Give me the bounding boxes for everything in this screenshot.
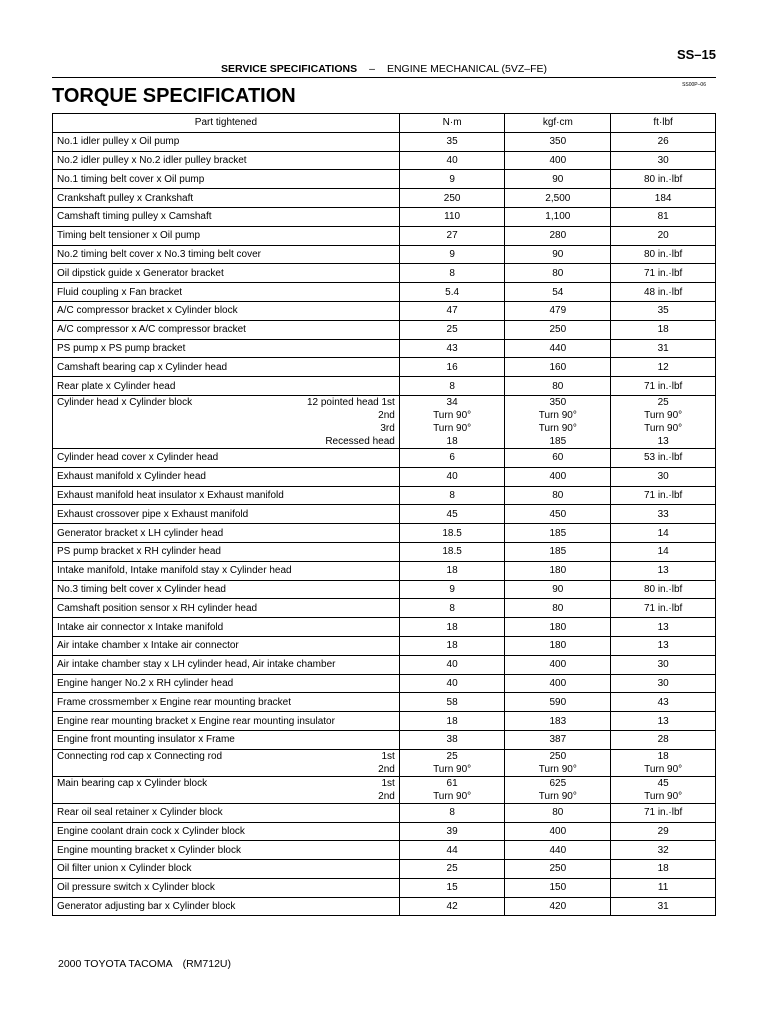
part-cell: Oil dipstick guide x Generator bracket xyxy=(53,264,400,283)
table-row xyxy=(53,897,716,916)
value: Turn 90° xyxy=(644,409,683,421)
ftlbf-cell: 13 xyxy=(611,618,716,637)
nm-cell xyxy=(399,749,505,776)
kgfcm-cell: 400 xyxy=(505,151,611,170)
kgfcm-cell: 400 xyxy=(505,674,611,693)
ftlbf-cell: 28 xyxy=(611,730,716,749)
part-cell: Engine coolant drain cock x Cylinder block xyxy=(53,822,400,841)
nm-cell: 8 xyxy=(399,264,505,283)
table-row xyxy=(53,226,716,245)
part-cell xyxy=(53,395,400,448)
header-rule xyxy=(52,77,716,78)
kgfcm-cell: 590 xyxy=(505,693,611,712)
step-label: 2nd xyxy=(378,790,395,802)
part-name: Connecting rod cap x Connecting rod xyxy=(57,750,223,762)
value: 34 xyxy=(446,396,458,408)
part-cell: Crankshaft pulley x Crankshaft xyxy=(53,189,400,208)
part-cell: No.1 timing belt cover x Oil pump xyxy=(53,170,400,189)
nm-cell: 8 xyxy=(399,599,505,618)
part-cell: No.2 timing belt cover x No.3 timing belt cover xyxy=(53,245,400,264)
table-row xyxy=(53,320,716,339)
ftlbf-cell xyxy=(611,749,716,776)
part-cell: Camshaft timing pulley x Camshaft xyxy=(53,207,400,226)
footer-reference: (RM712U) xyxy=(182,958,232,970)
part-cell: Oil filter union x Cylinder block xyxy=(53,860,400,879)
part-cell: Timing belt tensioner x Oil pump xyxy=(53,226,400,245)
value: 350 xyxy=(549,396,567,408)
part-cell: Exhaust manifold heat insulator x Exhaust manifold xyxy=(53,486,400,505)
table-body-section-1 xyxy=(53,132,716,395)
kgfcm-cell: 90 xyxy=(505,170,611,189)
ftlbf-cell: 71 in.·lbf xyxy=(611,486,716,505)
kgfcm-cell xyxy=(505,395,611,448)
table-row xyxy=(53,841,716,860)
table-row xyxy=(53,448,716,467)
step-label: Recessed head xyxy=(325,435,395,447)
kgfcm-cell: 80 xyxy=(505,264,611,283)
table-row xyxy=(53,189,716,208)
kgfcm-cell: 183 xyxy=(505,712,611,731)
footer-model: 2000 TOYOTA TACOMA xyxy=(58,958,173,970)
value: 45 xyxy=(657,777,669,789)
nm-cell: 9 xyxy=(399,245,505,264)
nm-cell: 38 xyxy=(399,730,505,749)
table-body-cylinder-head xyxy=(53,395,716,448)
kgfcm-cell: 400 xyxy=(505,467,611,486)
part-cell: Rear oil seal retainer x Cylinder block xyxy=(53,803,400,822)
step-label: 3rd xyxy=(380,422,395,434)
table-row-cylinder-head xyxy=(53,395,716,448)
value: 625 xyxy=(549,777,567,789)
kgfcm-cell xyxy=(505,776,611,803)
step-label: 1st xyxy=(381,750,395,762)
table-row xyxy=(53,636,716,655)
ftlbf-cell: 71 in.·lbf xyxy=(611,803,716,822)
part-cell: Generator adjusting bar x Cylinder block xyxy=(53,897,400,916)
table-row xyxy=(53,878,716,897)
document-code: SS00P–06 xyxy=(682,82,706,88)
part-name: Main bearing cap x Cylinder block xyxy=(57,777,208,789)
nm-cell: 27 xyxy=(399,226,505,245)
ftlbf-cell: 48 in.·lbf xyxy=(611,283,716,302)
nm-cell: 18.5 xyxy=(399,542,505,561)
part-cell: Engine mounting bracket x Cylinder block xyxy=(53,841,400,860)
kgfcm-cell: 80 xyxy=(505,377,611,396)
value: Turn 90° xyxy=(538,763,577,775)
nm-cell: 18.5 xyxy=(399,524,505,543)
step-label: 1st xyxy=(381,777,395,789)
table-body-section-2 xyxy=(53,448,716,749)
kgfcm-cell: 280 xyxy=(505,226,611,245)
nm-cell: 110 xyxy=(399,207,505,226)
part-cell: Fluid coupling x Fan bracket xyxy=(53,283,400,302)
kgfcm-cell: 80 xyxy=(505,599,611,618)
value: 18 xyxy=(446,435,458,447)
value: Turn 90° xyxy=(433,422,472,434)
nm-cell: 43 xyxy=(399,339,505,358)
nm-cell: 6 xyxy=(399,448,505,467)
ftlbf-cell: 80 in.·lbf xyxy=(611,245,716,264)
running-header xyxy=(0,63,768,75)
ftlbf-cell: 30 xyxy=(611,674,716,693)
kgfcm-cell: 185 xyxy=(505,542,611,561)
kgfcm-cell: 80 xyxy=(505,803,611,822)
ftlbf-cell: 13 xyxy=(611,636,716,655)
table-row xyxy=(53,467,716,486)
table-row xyxy=(53,486,716,505)
value: Turn 90° xyxy=(644,422,683,434)
nm-cell: 40 xyxy=(399,674,505,693)
step-label: 12 pointed head 1st xyxy=(306,396,395,408)
part-cell: PS pump x PS pump bracket xyxy=(53,339,400,358)
kgfcm-cell: 150 xyxy=(505,878,611,897)
table-row-main-bearing xyxy=(53,776,716,803)
ftlbf-cell: 11 xyxy=(611,878,716,897)
kgfcm-cell: 185 xyxy=(505,524,611,543)
value: Turn 90° xyxy=(644,763,683,775)
value: Turn 90° xyxy=(538,790,577,802)
kgfcm-cell: 440 xyxy=(505,339,611,358)
table-row xyxy=(53,580,716,599)
ftlbf-cell: 80 in.·lbf xyxy=(611,580,716,599)
table-row xyxy=(53,730,716,749)
table-row xyxy=(53,542,716,561)
table-row xyxy=(53,245,716,264)
value: Turn 90° xyxy=(433,409,472,421)
table-row xyxy=(53,561,716,580)
ftlbf-cell xyxy=(611,776,716,803)
part-cell xyxy=(53,776,400,803)
nm-cell xyxy=(399,395,505,448)
table-row xyxy=(53,264,716,283)
page-number: SS–15 xyxy=(676,47,716,62)
nm-cell: 8 xyxy=(399,486,505,505)
kgfcm-cell: 90 xyxy=(505,245,611,264)
table-row xyxy=(53,822,716,841)
part-cell: Generator bracket x LH cylinder head xyxy=(53,524,400,543)
table-row-connecting-rod xyxy=(53,749,716,776)
kgfcm-cell: 1,100 xyxy=(505,207,611,226)
part-cell: A/C compressor bracket x Cylinder block xyxy=(53,301,400,320)
value: 185 xyxy=(549,435,567,447)
kgfcm-cell: 180 xyxy=(505,561,611,580)
kgfcm-cell: 400 xyxy=(505,822,611,841)
part-cell: Rear plate x Cylinder head xyxy=(53,377,400,396)
ftlbf-cell: 35 xyxy=(611,301,716,320)
ftlbf-cell: 184 xyxy=(611,189,716,208)
part-cell: Engine rear mounting bracket x Engine rear mounting insulator xyxy=(53,712,400,731)
ftlbf-cell: 18 xyxy=(611,860,716,879)
nm-cell: 8 xyxy=(399,377,505,396)
table-row xyxy=(53,151,716,170)
page-title: TORQUE SPECIFICATION xyxy=(52,85,296,107)
table-row xyxy=(53,301,716,320)
table-row xyxy=(53,655,716,674)
kgfcm-cell: 450 xyxy=(505,505,611,524)
ftlbf-cell: 33 xyxy=(611,505,716,524)
nm-cell: 16 xyxy=(399,358,505,377)
ftlbf-cell: 30 xyxy=(611,655,716,674)
table-row xyxy=(53,618,716,637)
table-row xyxy=(53,693,716,712)
part-cell: Camshaft bearing cap x Cylinder head xyxy=(53,358,400,377)
kgfcm-cell: 440 xyxy=(505,841,611,860)
value: Turn 90° xyxy=(538,422,577,434)
table-row xyxy=(53,674,716,693)
kgfcm-cell: 90 xyxy=(505,580,611,599)
kgfcm-cell: 54 xyxy=(505,283,611,302)
table-row xyxy=(53,283,716,302)
nm-cell: 18 xyxy=(399,636,505,655)
ftlbf-cell: 26 xyxy=(611,132,716,151)
ftlbf-cell: 81 xyxy=(611,207,716,226)
part-cell: Exhaust crossover pipe x Exhaust manifold xyxy=(53,505,400,524)
ftlbf-cell: 32 xyxy=(611,841,716,860)
value: Turn 90° xyxy=(433,763,472,775)
table-row xyxy=(53,803,716,822)
part-cell: Engine front mounting insulator x Frame xyxy=(53,730,400,749)
nm-cell: 18 xyxy=(399,561,505,580)
nm-cell xyxy=(399,776,505,803)
nm-cell: 8 xyxy=(399,803,505,822)
section-name: SERVICE SPECIFICATIONS xyxy=(220,63,358,75)
ftlbf-cell: 53 in.·lbf xyxy=(611,448,716,467)
table-body-two-step xyxy=(53,749,716,803)
ftlbf-cell: 30 xyxy=(611,467,716,486)
nm-cell: 9 xyxy=(399,580,505,599)
column-header-nm: N·m xyxy=(399,114,505,133)
nm-cell: 18 xyxy=(399,712,505,731)
part-cell: Camshaft position sensor x RH cylinder head xyxy=(53,599,400,618)
part-cell: PS pump bracket x RH cylinder head xyxy=(53,542,400,561)
kgfcm-cell: 420 xyxy=(505,897,611,916)
table-row xyxy=(53,377,716,396)
part-name: Cylinder head x Cylinder block xyxy=(57,396,193,408)
part-cell: Cylinder head cover x Cylinder head xyxy=(53,448,400,467)
ftlbf-cell: 14 xyxy=(611,524,716,543)
nm-cell: 250 xyxy=(399,189,505,208)
part-cell: Frame crossmember x Engine rear mounting bracket xyxy=(53,693,400,712)
value: 13 xyxy=(657,435,669,447)
torque-table xyxy=(52,113,716,916)
kgfcm-cell: 60 xyxy=(505,448,611,467)
nm-cell: 18 xyxy=(399,618,505,637)
ftlbf-cell: 29 xyxy=(611,822,716,841)
part-cell: Air intake chamber stay x LH cylinder head, Air intake chamber xyxy=(53,655,400,674)
kgfcm-cell: 479 xyxy=(505,301,611,320)
step-label: 2nd xyxy=(378,763,395,775)
part-cell: No.2 idler pulley x No.2 idler pulley bracket xyxy=(53,151,400,170)
ftlbf-cell: 13 xyxy=(611,561,716,580)
table-header-row xyxy=(53,114,716,133)
kgfcm-cell: 400 xyxy=(505,655,611,674)
table-body-section-3 xyxy=(53,803,716,916)
column-header-kgfcm: kgf·cm xyxy=(505,114,611,133)
kgfcm-cell: 180 xyxy=(505,618,611,637)
table-row xyxy=(53,505,716,524)
value: Turn 90° xyxy=(538,409,577,421)
page-footer xyxy=(58,958,231,970)
table-row xyxy=(53,207,716,226)
table-row xyxy=(53,524,716,543)
table-row xyxy=(53,712,716,731)
step-label: 2nd xyxy=(378,409,395,421)
ftlbf-cell: 31 xyxy=(611,897,716,916)
nm-cell: 58 xyxy=(399,693,505,712)
kgfcm-cell: 160 xyxy=(505,358,611,377)
value: 25 xyxy=(446,750,458,762)
ftlbf-cell: 12 xyxy=(611,358,716,377)
ftlbf-cell: 14 xyxy=(611,542,716,561)
value: Turn 90° xyxy=(433,790,472,802)
nm-cell: 5.4 xyxy=(399,283,505,302)
nm-cell: 25 xyxy=(399,860,505,879)
nm-cell: 40 xyxy=(399,151,505,170)
kgfcm-cell xyxy=(505,749,611,776)
kgfcm-cell: 2,500 xyxy=(505,189,611,208)
part-cell: Intake manifold, Intake manifold stay x Cylinder head xyxy=(53,561,400,580)
nm-cell: 9 xyxy=(399,170,505,189)
ftlbf-cell: 71 in.·lbf xyxy=(611,377,716,396)
value: 250 xyxy=(549,750,567,762)
kgfcm-cell: 387 xyxy=(505,730,611,749)
tightening-steps xyxy=(378,750,395,776)
part-cell xyxy=(53,749,400,776)
part-cell: Exhaust manifold x Cylinder head xyxy=(53,467,400,486)
table-row xyxy=(53,339,716,358)
nm-cell: 25 xyxy=(399,320,505,339)
tightening-steps xyxy=(307,396,395,448)
nm-cell: 42 xyxy=(399,897,505,916)
ftlbf-cell: 80 in.·lbf xyxy=(611,170,716,189)
table-row xyxy=(53,132,716,151)
part-cell: No.3 timing belt cover x Cylinder head xyxy=(53,580,400,599)
nm-cell: 15 xyxy=(399,878,505,897)
kgfcm-cell: 250 xyxy=(505,320,611,339)
kgfcm-cell: 180 xyxy=(505,636,611,655)
value: 25 xyxy=(657,396,669,408)
subsection-name: ENGINE MECHANICAL (5VZ–FE) xyxy=(386,63,548,75)
ftlbf-cell: 71 in.·lbf xyxy=(611,599,716,618)
ftlbf-cell: 43 xyxy=(611,693,716,712)
ftlbf-cell: 30 xyxy=(611,151,716,170)
value: 61 xyxy=(446,777,458,789)
column-header-part: Part tightened xyxy=(53,114,400,133)
ftlbf-cell: 71 in.·lbf xyxy=(611,264,716,283)
kgfcm-cell: 250 xyxy=(505,860,611,879)
table-row xyxy=(53,599,716,618)
nm-cell: 35 xyxy=(399,132,505,151)
header-separator: – xyxy=(369,63,375,75)
ftlbf-cell: 31 xyxy=(611,339,716,358)
nm-cell: 40 xyxy=(399,467,505,486)
nm-cell: 44 xyxy=(399,841,505,860)
kgfcm-cell: 350 xyxy=(505,132,611,151)
part-cell: Intake air connector x Intake manifold xyxy=(53,618,400,637)
table-row xyxy=(53,860,716,879)
value: 18 xyxy=(657,750,669,762)
part-cell: A/C compressor x A/C compressor bracket xyxy=(53,320,400,339)
ftlbf-cell: 18 xyxy=(611,320,716,339)
value: Turn 90° xyxy=(644,790,683,802)
column-header-ftlbf: ft·lbf xyxy=(611,114,716,133)
part-cell: Air intake chamber x Intake air connector xyxy=(53,636,400,655)
part-cell: Engine hanger No.2 x RH cylinder head xyxy=(53,674,400,693)
part-cell: No.1 idler pulley x Oil pump xyxy=(53,132,400,151)
nm-cell: 45 xyxy=(399,505,505,524)
nm-cell: 39 xyxy=(399,822,505,841)
tightening-steps xyxy=(378,777,395,803)
ftlbf-cell xyxy=(611,395,716,448)
kgfcm-cell: 80 xyxy=(505,486,611,505)
ftlbf-cell: 13 xyxy=(611,712,716,731)
table-row xyxy=(53,358,716,377)
part-cell: Oil pressure switch x Cylinder block xyxy=(53,878,400,897)
table-row xyxy=(53,170,716,189)
ftlbf-cell: 20 xyxy=(611,226,716,245)
nm-cell: 40 xyxy=(399,655,505,674)
nm-cell: 47 xyxy=(399,301,505,320)
